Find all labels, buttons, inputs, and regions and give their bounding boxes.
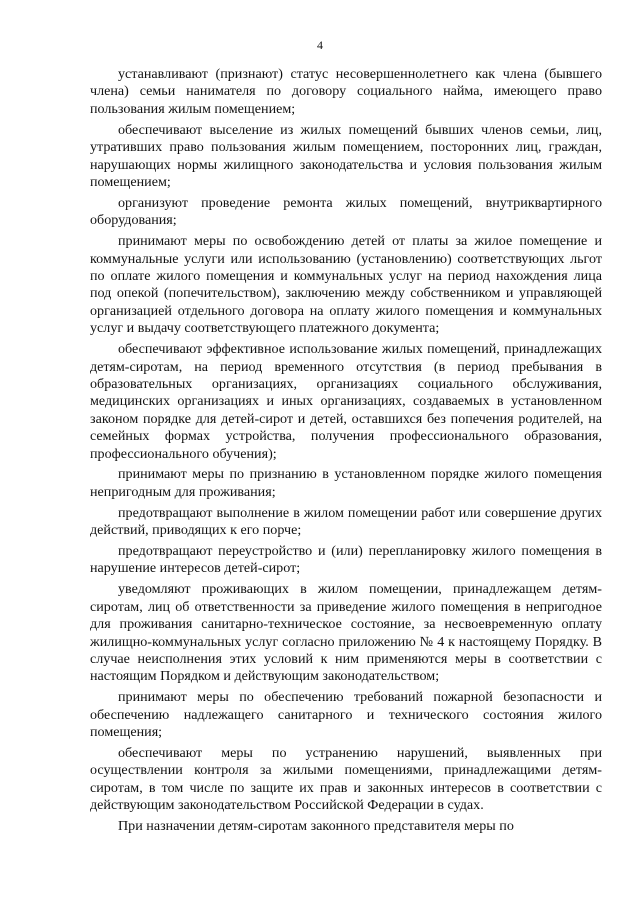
paragraph: принимают меры по признанию в установленном порядке жилого помещения непригодным для проживания; [90, 466, 602, 500]
paragraph: организуют проведение ремонта жилых помещений, внутриквартирного оборудования; [90, 194, 602, 229]
paragraph: предотвращают переустройство и (или) перепланировку жилого помещения в нарушение интересов детей-сирот; [90, 543, 602, 577]
page-number: 4 [317, 38, 323, 52]
document-body [90, 66, 602, 839]
paragraph: обеспечивают выселение из жилых помещений бывших членов семьи, лиц, утративших право пользования жилым помещением, посторонних лиц, граждан, нарушающих нормы жилищного законодательства и условия пользования жилым помещением; [90, 121, 602, 190]
paragraph: принимают меры по обеспечению требований пожарной безопасности и обеспечению надлежащего санитарного и технического состояния жилого помещения; [90, 689, 602, 741]
paragraph: устанавливают (признают) статус несовершеннолетнего как члена (бывшего члена) семьи нанимателя по договору социального найма, имеющего право пользования жилым помещением; [90, 66, 602, 117]
paragraph: При назначении детям-сиротам законного представителя меры по [118, 818, 514, 835]
paragraph: предотвращают выполнение в жилом помещении работ или совершение других действий, приводящих к его порче; [90, 504, 602, 539]
paragraph: уведомляют проживающих в жилом помещении, принадлежащем детям-сиротам, лиц об ответственности за приведение жилого помещения в непригодное для проживания санитарно-техническое состояние, за несвоевременную оплату жилищно-коммунальных услуг согласно приложению № 4 к настоящему Порядку. В случае неисполнения этих условий к ним применяются меры в соответствии с настоящим Порядком и действующим законодательством; [90, 581, 602, 685]
paragraph: обеспечивают меры по устранению нарушений, выявленных при осуществлении контроля за жилыми помещениями, принадлежащими детям-сиротам, в том числе по защите их прав и законных интересов в соответствии с действующим законодательством Российской Федерации в судах. [90, 745, 602, 814]
paragraph: принимают меры по освобождению детей от платы за жилое помещение и коммунальные услуги или использованию (установлению) соответствующих льгот по оплате жилого помещения и коммунальных услуг на период нахождения лица под опекой (попечительством), заключению между собственником и управляющей организацией отдельного договора на оплату жилого помещения и коммунальных услуг и выдачу соответствующего платежного документа; [90, 233, 602, 337]
paragraph: обеспечивают эффективное использование жилых помещений, принадлежащих детям-сиротам, на период временного отсутствия (в период пребывания в образовательных организациях, организациях социального обслуживания, медицинских организациях и иных организациях, создаваемых в установленном законом порядке для детей-сирот и детей, оставшихся без попечения родителей, на семейных формах устройства, получения профессионального образования, профессионального обучения); [90, 341, 602, 462]
